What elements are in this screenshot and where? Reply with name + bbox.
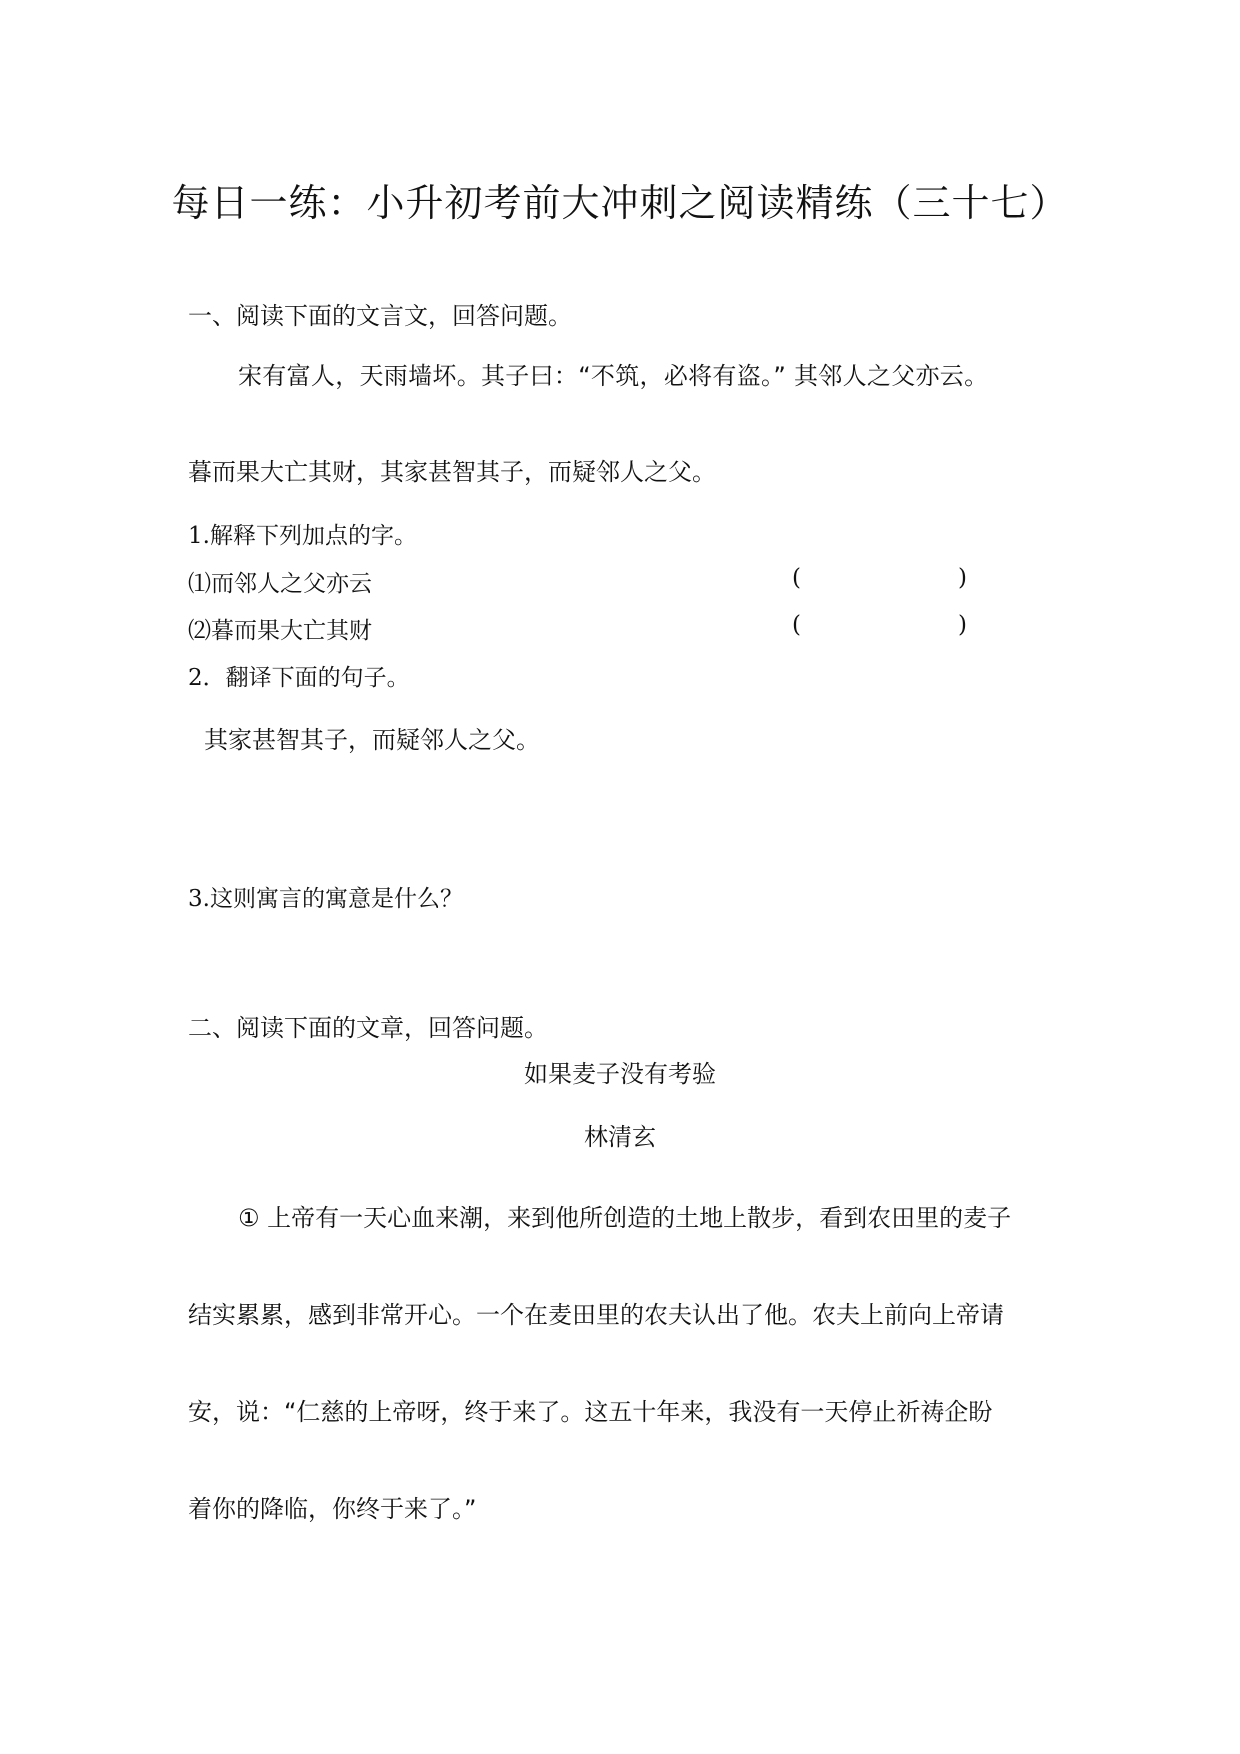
page-title: 每日一练：小升初考前大冲刺之阅读精练（三十七） (171, 181, 1069, 225)
article-author: 林清玄 (584, 1123, 656, 1151)
q1-item-2-open-paren: ( (792, 612, 801, 638)
passage-line-2: 暮而果大亡其财，其家甚智其子，而疑邻人之父。 (188, 458, 716, 486)
q2-prompt: 2．翻译下面的句子。 (188, 665, 410, 691)
paragraph-1-line-1: ① 上帝有一天心血来潮，来到他所创造的土地上散步，看到农田里的麦子 (238, 1204, 1012, 1232)
passage-line-1: 宋有富人，天雨墙坏。其子曰：“不筑，必将有盗。” 其邻人之父亦云。 (238, 362, 989, 390)
paragraph-1-line-2: 结实累累，感到非常开心。一个在麦田里的农夫认出了他。农夫上前向上帝请 (188, 1301, 1004, 1329)
q3-prompt: 3.这则寓言的寓意是什么？ (188, 886, 463, 912)
q1-prompt: 1.解释下列加点的字。 (188, 523, 417, 549)
paragraph-1-line-4: 着你的降临，你终于来了。” (188, 1495, 477, 1523)
q1-item-1: ⑴而邻人之父亦云 (188, 571, 372, 597)
q1-item-2-close-paren: ) (958, 612, 967, 638)
section1-heading: 一、阅读下面的文言文，回答问题。 (188, 302, 572, 330)
paragraph-1-line-3: 安，说：“仁慈的上帝呀，终于来了。这五十年来，我没有一天停止祈祷企盼 (188, 1398, 993, 1426)
section2-heading: 二、阅读下面的文章，回答问题。 (188, 1014, 548, 1042)
q1-item-1-open-paren: ( (792, 565, 801, 591)
q2-sentence: 其家甚智其子，而疑邻人之父。 (204, 726, 540, 754)
q1-item-2: ⑵暮而果大亡其财 (188, 618, 372, 644)
article-title: 如果麦子没有考验 (524, 1060, 716, 1088)
q1-item-1-close-paren: ) (958, 565, 967, 591)
